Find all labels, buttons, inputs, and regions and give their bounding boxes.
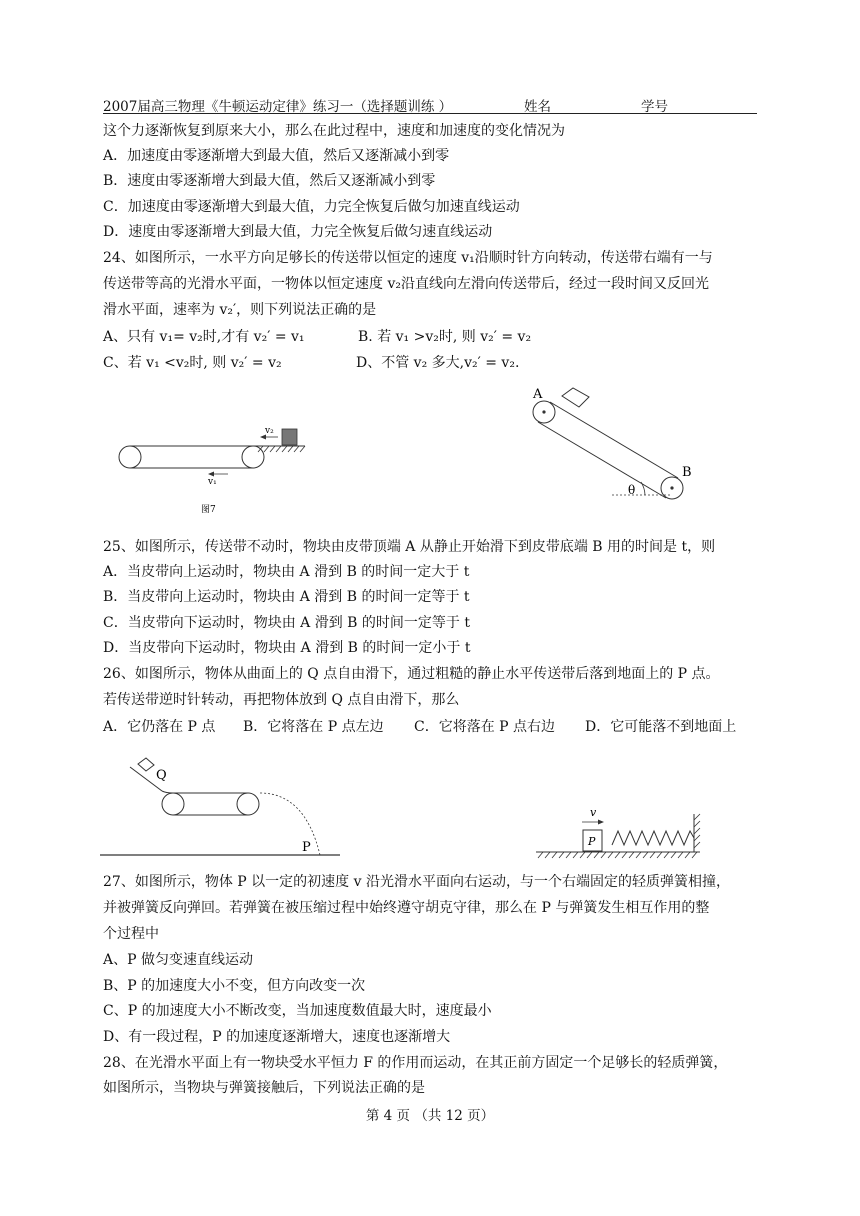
- q26-option-b: B．它将落在 P 点左边: [243, 719, 384, 735]
- question-27-line: 并被弹簧反向弹回。若弹簧在被压缩过程中始终遵守胡克守律，那么在 P 与弹簧发生相互作用的整: [103, 900, 710, 916]
- header-id-label: 学号: [641, 99, 668, 115]
- spring-v-label: v: [590, 806, 597, 819]
- question-27-line: 27、如图所示，物体 P 以一定的初速度 v 沿光滑水平面向右运动，与一个右端固定的轻质弹簧相撞，: [103, 874, 730, 890]
- fig7-v1-label: v₁: [208, 477, 217, 487]
- q25-option-b: B．当皮带向上运动时，物块由 A 滑到 B 的时间一定等于 t: [103, 589, 470, 605]
- option-b: B．速度由零逐渐增大到最大值，然后又逐渐减小到零: [103, 173, 436, 189]
- q24-option-d: D、不管 v₂ 多大,v₂′ = v₂.: [356, 355, 520, 371]
- question-24-line: 滑水平面，速率为 v₂′，则下列说法正确的是: [103, 302, 377, 318]
- question-28-line: 28、在光滑水平面上有一物块受水平恒力 F 的作用而运动，在其正前方固定一个足够长的轻质弹簧，: [103, 1055, 728, 1071]
- question-24-line: 传送带等高的光滑水平面，一物体以恒定速度 v₂沿直线向左滑向传送带后，经过一段时间又反回光: [103, 276, 709, 292]
- q24-option-a: A、只有 v₁= v₂时,才有 v₂′ = v₁: [103, 329, 305, 345]
- option-c: C．加速度由零逐渐增大到最大值，力完全恢复后做匀加速直线运动: [103, 199, 520, 215]
- option-a: A．加速度由零逐渐增大到最大值，然后又逐渐减小到零: [103, 148, 450, 164]
- incline-label-b: B: [682, 465, 692, 480]
- figure-inclined-conveyor: [527, 383, 702, 503]
- curve-label-p: P: [302, 840, 311, 855]
- incline-theta: θ: [628, 483, 636, 497]
- q27-option-c: C、P 的加速度大小不断改变，当加速度数值最大时，速度最小: [103, 1003, 492, 1019]
- option-d: D．速度由零逐渐增大到最大值，力完全恢复后做匀速直线运动: [103, 224, 493, 240]
- question-26-line: 26、如图所示，物体从曲面上的 Q 点自由滑下，通过粗糙的静止水平传送带后落到地面上的 P 点。: [103, 666, 720, 682]
- fig7-v2-label: v₂: [265, 426, 274, 436]
- header-title: 2007届高三物理《牛顿运动定律》练习一（选择题训练 ）: [103, 99, 453, 115]
- spring-p-label: P: [588, 835, 596, 848]
- question-27-line: 个过程中: [103, 926, 159, 942]
- q26-option-c: C．它将落在 P 点右边: [414, 719, 556, 735]
- question-28-line: 如图所示，当物块与弹簧接触后，下列说法正确的是: [103, 1080, 425, 1096]
- fig7-caption: 图7: [201, 505, 216, 515]
- q27-option-d: D、有一段过程，P 的加速度逐渐增大，速度也逐渐增大: [103, 1029, 451, 1045]
- incline-label-a: A: [533, 387, 543, 402]
- q24-option-c: C、若 v₁ <v₂时, 则 v₂′ = v₂: [103, 355, 282, 371]
- page-header: [103, 93, 757, 114]
- q26-option-a: A．它仍落在 P 点: [103, 719, 216, 735]
- figure-ramp-conveyor: [100, 755, 340, 860]
- header-name-label: 姓名: [524, 99, 551, 115]
- q27-option-a: A、P 做匀变速直线运动: [103, 952, 253, 968]
- q25-option-c: C．当皮带向下运动时，物块由 A 滑到 B 的时间一定等于 t: [103, 615, 470, 631]
- curve-label-q: Q: [156, 768, 167, 783]
- figure-7-conveyor: [110, 418, 315, 518]
- question-24-line: 24、如图所示，一水平方向足够长的传送带以恒定的速度 v₁沿顺时针方向转动，传送带右端有一与: [103, 250, 713, 266]
- q25-option-a: A．当皮带向上运动时，物块由 A 滑到 B 的时间一定大于 t: [103, 564, 470, 580]
- text-line: 这个力逐渐恢复到原来大小，那么在此过程中，速度和加速度的变化情况为: [103, 123, 565, 139]
- q27-option-b: B、P 的加速度大小不变，但方向改变一次: [103, 978, 366, 994]
- q24-option-b: B. 若 v₁ >v₂时, 则 v₂′ = v₂: [358, 329, 532, 345]
- q26-option-d: D．它可能落不到地面上: [585, 719, 737, 735]
- q25-option-d: D．当皮带向下运动时，物块由 A 滑到 B 的时间一定小于 t: [103, 640, 471, 656]
- question-26-line: 若传送带逆时针转动，再把物体放到 Q 点自由滑下，那么: [103, 692, 460, 708]
- question-25-line: 25、如图所示，传送带不动时，物块由皮带顶端 A 从静止开始滑下到皮带底端 B 用的时间是 t，则: [103, 539, 716, 555]
- page-footer: 第 4 页 （共 12 页）: [365, 1108, 495, 1124]
- figure-spring: [532, 800, 712, 862]
